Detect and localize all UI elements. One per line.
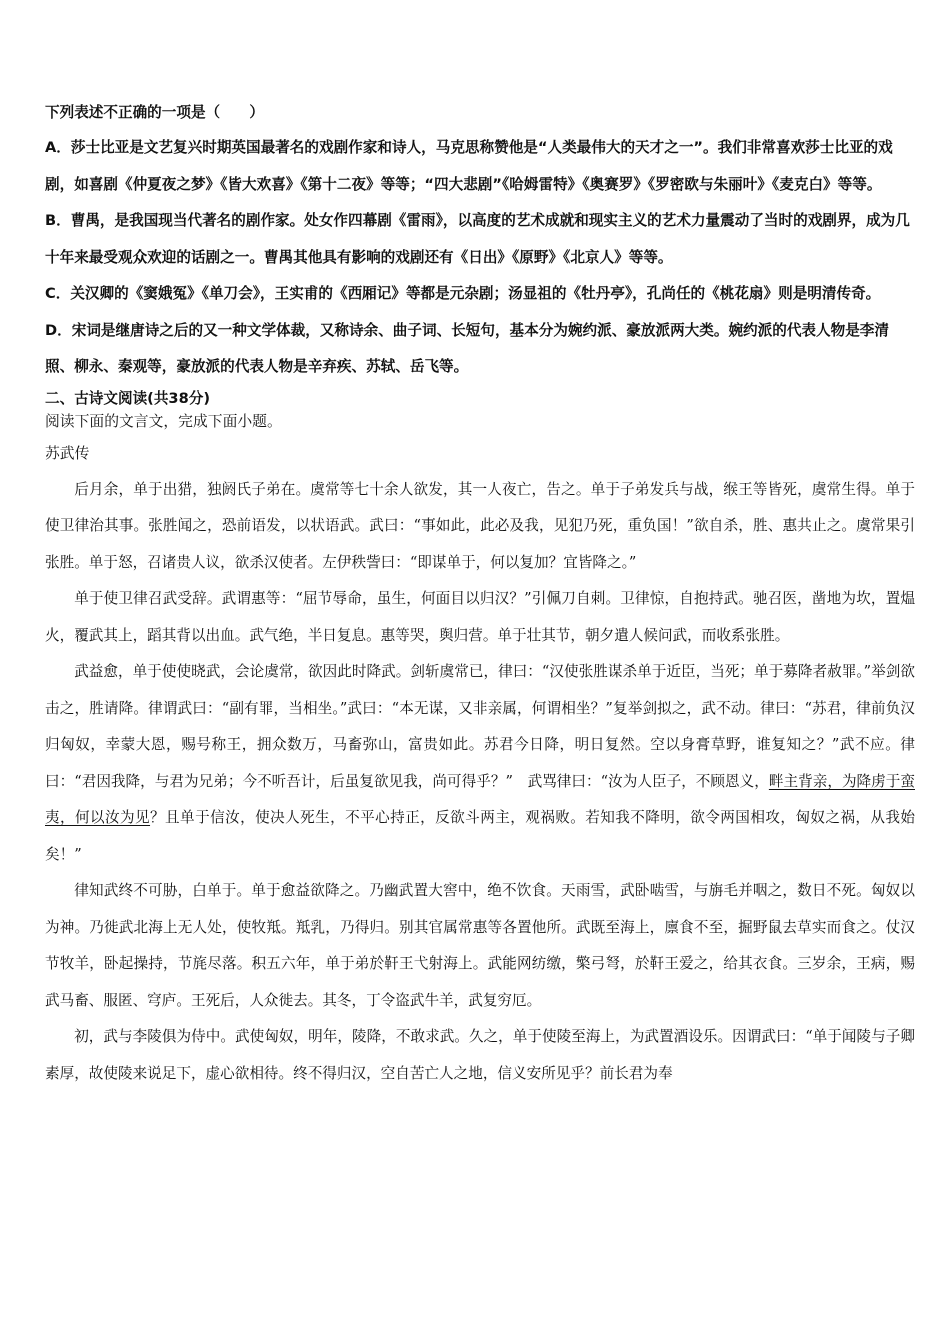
underlined-sentence: 畔主背亲，为降虏于蛮夷，何以汝为见 xyxy=(45,772,915,826)
option-c-text: 关汉卿的《窦娥冤》《单刀会》，王实甫的《西厢记》等都是元杂剧；汤显祖的《牡丹亭》，孔尚任的《桃花扇》则是明清传奇。 xyxy=(70,285,881,302)
passage-paragraph-3 xyxy=(45,654,915,873)
option-a-text: 莎士比亚是文艺复兴时期英国最著名的戏剧作家和诗人，马克思称赞他是“人类最伟大的天才之一”。我们非常喜欢莎士比亚的戏剧，如喜剧《仲夏夜之梦》《皆大欢喜》《第十二夜》等等；“四大悲剧”《哈姆雷特》《奥赛罗》《罗密欧与朱丽叶》《麦克白》等等。 xyxy=(45,139,893,193)
option-a-letter: A． xyxy=(45,139,71,156)
option-c xyxy=(45,276,915,313)
passage-paragraph-1: 后月余，单于出猎，独阏氏子弟在。虞常等七十余人欲发，其一人夜亡，告之。单于子弟发兵与战，缑王等皆死，虞常生得。单于使卫律治其事。张胜闻之，恐前语发，以状语武。武曰：“事如此，此必及我，见犯乃死，重负国！”欲自杀，胜、惠共止之。虞常果引张胜。单于怒，召诸贵人议，欲杀汉使者。左伊秩訾曰：“即谋单于，何以复加？宜皆降之。” xyxy=(45,480,915,571)
option-d-text: 宋词是继唐诗之后的又一种文学体裁，又称诗余、曲子词、长短句，基本分为婉约派、豪放派两大类。婉约派的代表人物是李清照、柳永、秦观等，豪放派的代表人物是辛弃疾、苏轼、岳飞等。 xyxy=(45,321,889,375)
option-b xyxy=(45,203,915,276)
paragraph-3-before: 武益愈，单于使使晓武，会论虞常，欲因此时降武。剑斩虞常已，律曰：“汉使张胜谋杀单于近臣，当死；单于募降者赦罪。”举剑欲击之，胜请降。律谓武曰：“副有罪，当相坐。”武曰：“本无谋，又非亲属，何谓相坐？”复举剑拟之，武不动。律曰：“苏君，律前负汉归匈奴，幸蒙大恩，赐号称王，拥众数万，马畜弥山，富贵如此。苏君今日降，明日复然。空以身膏草野，谁复知之？”武不应。律曰：“君因我降，与君为兄弟；今不听吾计，后虽复欲见我，尚可得乎？” 武骂律曰：“汝为人臣子，不顾恩义， xyxy=(45,663,915,790)
passage-paragraph-4: 律知武终不可胁，白单于。单于愈益欲降之。乃幽武置大窖中，绝不饮食。天雨雪，武卧啮雪，与旃毛并咽之，数日不死。匈奴以为神。乃徙武北海上无人处，使牧羝。羝乳，乃得归。别其官属常惠等各置他所。武既至海上，廪食不至，掘野鼠去草实而食之。仗汉节牧羊，卧起操持，节旄尽落。积五六年，单于弟於靬王弋射海上。武能网纺缴，檠弓弩，於靬王爱之，给其衣食。三岁余，王病，赐武马畜、服匿、穹庐。王死后，人众徙去。其冬，丁令盗武牛羊，武复穷厄。 xyxy=(45,882,915,1009)
option-b-text: 曹禺，是我国现当代著名的剧作家。处女作四幕剧《雷雨》，以高度的艺术成就和现实主义的艺术力量震动了当时的戏剧界，成为几十年来最受观众欢迎的话剧之一。曹禺其他具有影响的戏剧还有《日出》《原野》《北京人》等等。 xyxy=(45,212,910,266)
option-d xyxy=(45,313,915,386)
option-b-letter: B． xyxy=(45,212,71,229)
exam-page xyxy=(45,98,915,1092)
option-a xyxy=(45,130,915,203)
passage-paragraph-5: 初，武与李陵俱为侍中。武使匈奴，明年，陵降，不敢求武。久之，单于使陵至海上，为武置酒设乐。因谓武曰：“单于闻陵与子卿素厚，故使陵来说足下，虚心欲相待。终不得归汉，空自苦亡人之地，信义安所见乎？前长君为奉 xyxy=(45,1028,915,1082)
option-c-letter: C． xyxy=(45,285,71,302)
section-instruction: 阅读下面的文言文，完成下面小题。 xyxy=(45,412,282,430)
passage-paragraph-2: 单于使卫律召武受辞。武谓惠等：“屈节辱命，虽生，何面目以归汉？”引佩刀自刺。卫律惊，自抱持武。驰召医，凿地为坎，置煴火，覆武其上，蹈其背以出血。武气绝，半日复息。惠等哭，舆归营。单于壮其节，朝夕遣人候问武，而收系张胜。 xyxy=(45,590,915,644)
question-stem: 下列表述不正确的一项是（ ） xyxy=(45,104,264,121)
section-title: 二、古诗文阅读(共38分) xyxy=(45,389,210,407)
paragraph-3-after: ？且单于信汝，使决人死生，不平心持正，反欲斗两主，观祸败。若知我不降明，欲令两国相攻，匈奴之祸，从我始矣！” xyxy=(45,809,915,863)
option-d-letter: D． xyxy=(45,321,72,339)
passage-title: 苏武传 xyxy=(45,444,90,462)
